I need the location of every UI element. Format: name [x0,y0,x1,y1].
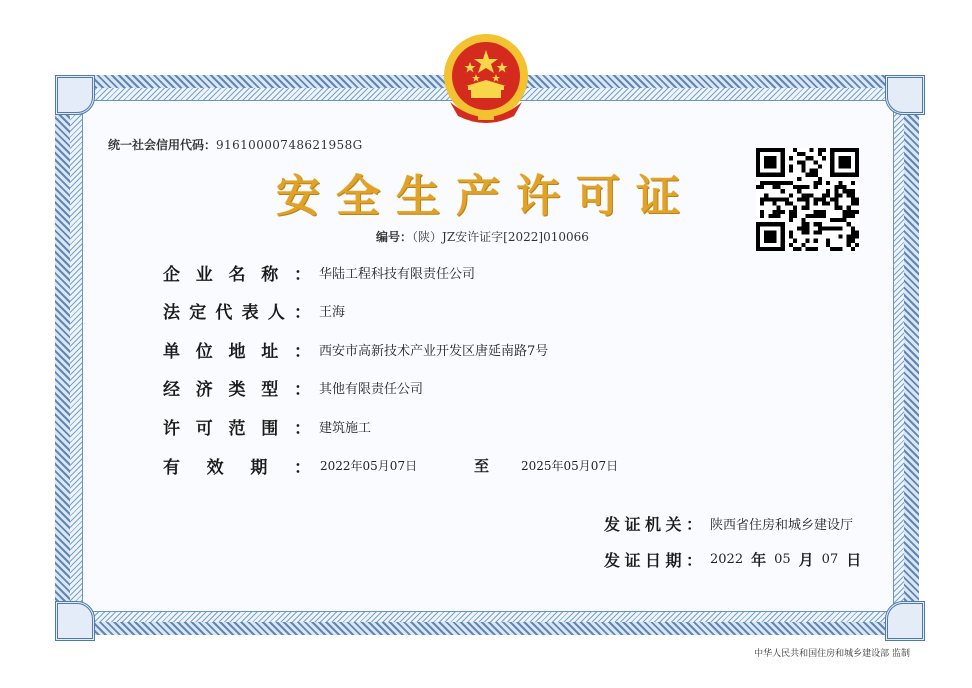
label-char: ： [685,550,702,570]
company-name-value: 华陆工程科技有限责任公司 [319,266,476,282]
label-char: 单 [163,341,180,362]
label-char: 发 [604,550,621,570]
label-char: 期 [665,550,682,570]
label-char: 证 [624,550,641,570]
certificate-number-line [376,228,589,245]
issue-date-day: 07 [821,551,839,567]
label-char: 人 [267,302,285,323]
issue-date-label [604,548,702,571]
label-char: 业 [195,264,213,285]
issue-date-year-unit: 年 [751,550,767,569]
issue-date-year: 2022 [710,551,744,567]
label-char: 期 [250,457,268,478]
label-char: 许 [163,418,180,439]
address-label [163,337,317,362]
label-char: 企 [163,264,180,285]
uscc-label: 统一社会信用代码： [108,138,217,152]
label-char: ： [293,457,311,478]
economic-type-label [163,375,317,400]
legal-representative-value: 王海 [319,304,346,320]
label-char: ： [294,418,311,439]
label-char: 关 [665,514,682,534]
field-row-permit-scope [163,414,371,438]
label-char: 型 [261,379,279,400]
label-char: 效 [206,457,224,478]
field-row-economic-type [163,375,423,399]
label-char: 围 [261,418,279,439]
label-char: 表 [241,302,259,323]
issue-date-row [604,546,869,572]
label-char: 发 [604,514,621,534]
permit-scope-value: 建筑施工 [319,420,372,436]
validity-label [163,453,317,478]
label-char: ： [293,302,311,323]
label-char: 类 [228,379,246,400]
label-char: 位 [195,341,213,362]
label-char: 名 [228,264,246,285]
issue-date-day-unit: 日 [846,550,862,569]
label-char: 定 [189,302,207,323]
validity-end: 2025年05月07日 [521,459,619,473]
label-char: 址 [261,341,279,362]
label-char: 称 [261,264,279,285]
issue-date-month-unit: 月 [798,550,814,569]
corner-ornament-bottom-right [885,601,925,641]
label-char: 经 [163,379,180,400]
validity-start: 2022年05月07日 [320,459,418,473]
label-char: 济 [195,379,213,400]
validity-to: 至 [474,457,490,475]
issuer-label [604,512,702,535]
label-char: 可 [195,418,213,439]
label-char: 地 [228,341,246,362]
footer-supervisor-note: 中华人民共和国住房和城乡建设部 监制 [754,649,910,659]
label-char: ： [294,264,311,285]
label-char: 证 [624,514,641,534]
field-row-validity [163,453,317,477]
issuer-row [604,510,853,536]
issuer-value: 陕西省住房和城乡建设厅 [710,517,854,533]
uscc-value: 91610000748621958G [216,138,363,152]
corner-ornament-top-right [885,75,925,115]
field-row-legal-representative [163,298,345,322]
corner-ornament-bottom-left [55,601,95,641]
issue-date-value [710,549,869,570]
label-char: 机 [644,514,661,534]
label-char: ： [294,341,311,362]
permit-scope-label [163,414,317,439]
certificate-number-value: （陕）JZ安许证字[2022]010066 [412,230,589,244]
label-char: 日 [644,550,661,570]
legal-representative-label [163,298,317,323]
corner-ornament-top-left [55,75,95,115]
address-value: 西安市高新技术产业开发区唐延南路7号 [319,343,549,359]
qr-code-icon [756,148,859,251]
national-emblem-icon [440,32,532,130]
company-name-label [163,260,317,285]
field-row-address [163,337,548,361]
label-char: 法 [163,302,180,323]
uscc-line [108,136,363,153]
label-char: 代 [215,302,233,323]
label-char: ： [294,379,311,400]
certificate-number-label: 编号： [376,230,413,244]
certificate-title: 安全生产许可证 [276,171,696,222]
field-row-company-name [163,260,475,284]
label-char: 有 [163,457,180,478]
label-char: 范 [228,418,246,439]
label-char: ： [685,514,702,534]
issue-date-month: 05 [774,551,791,567]
economic-type-value: 其他有限责任公司 [319,381,424,397]
